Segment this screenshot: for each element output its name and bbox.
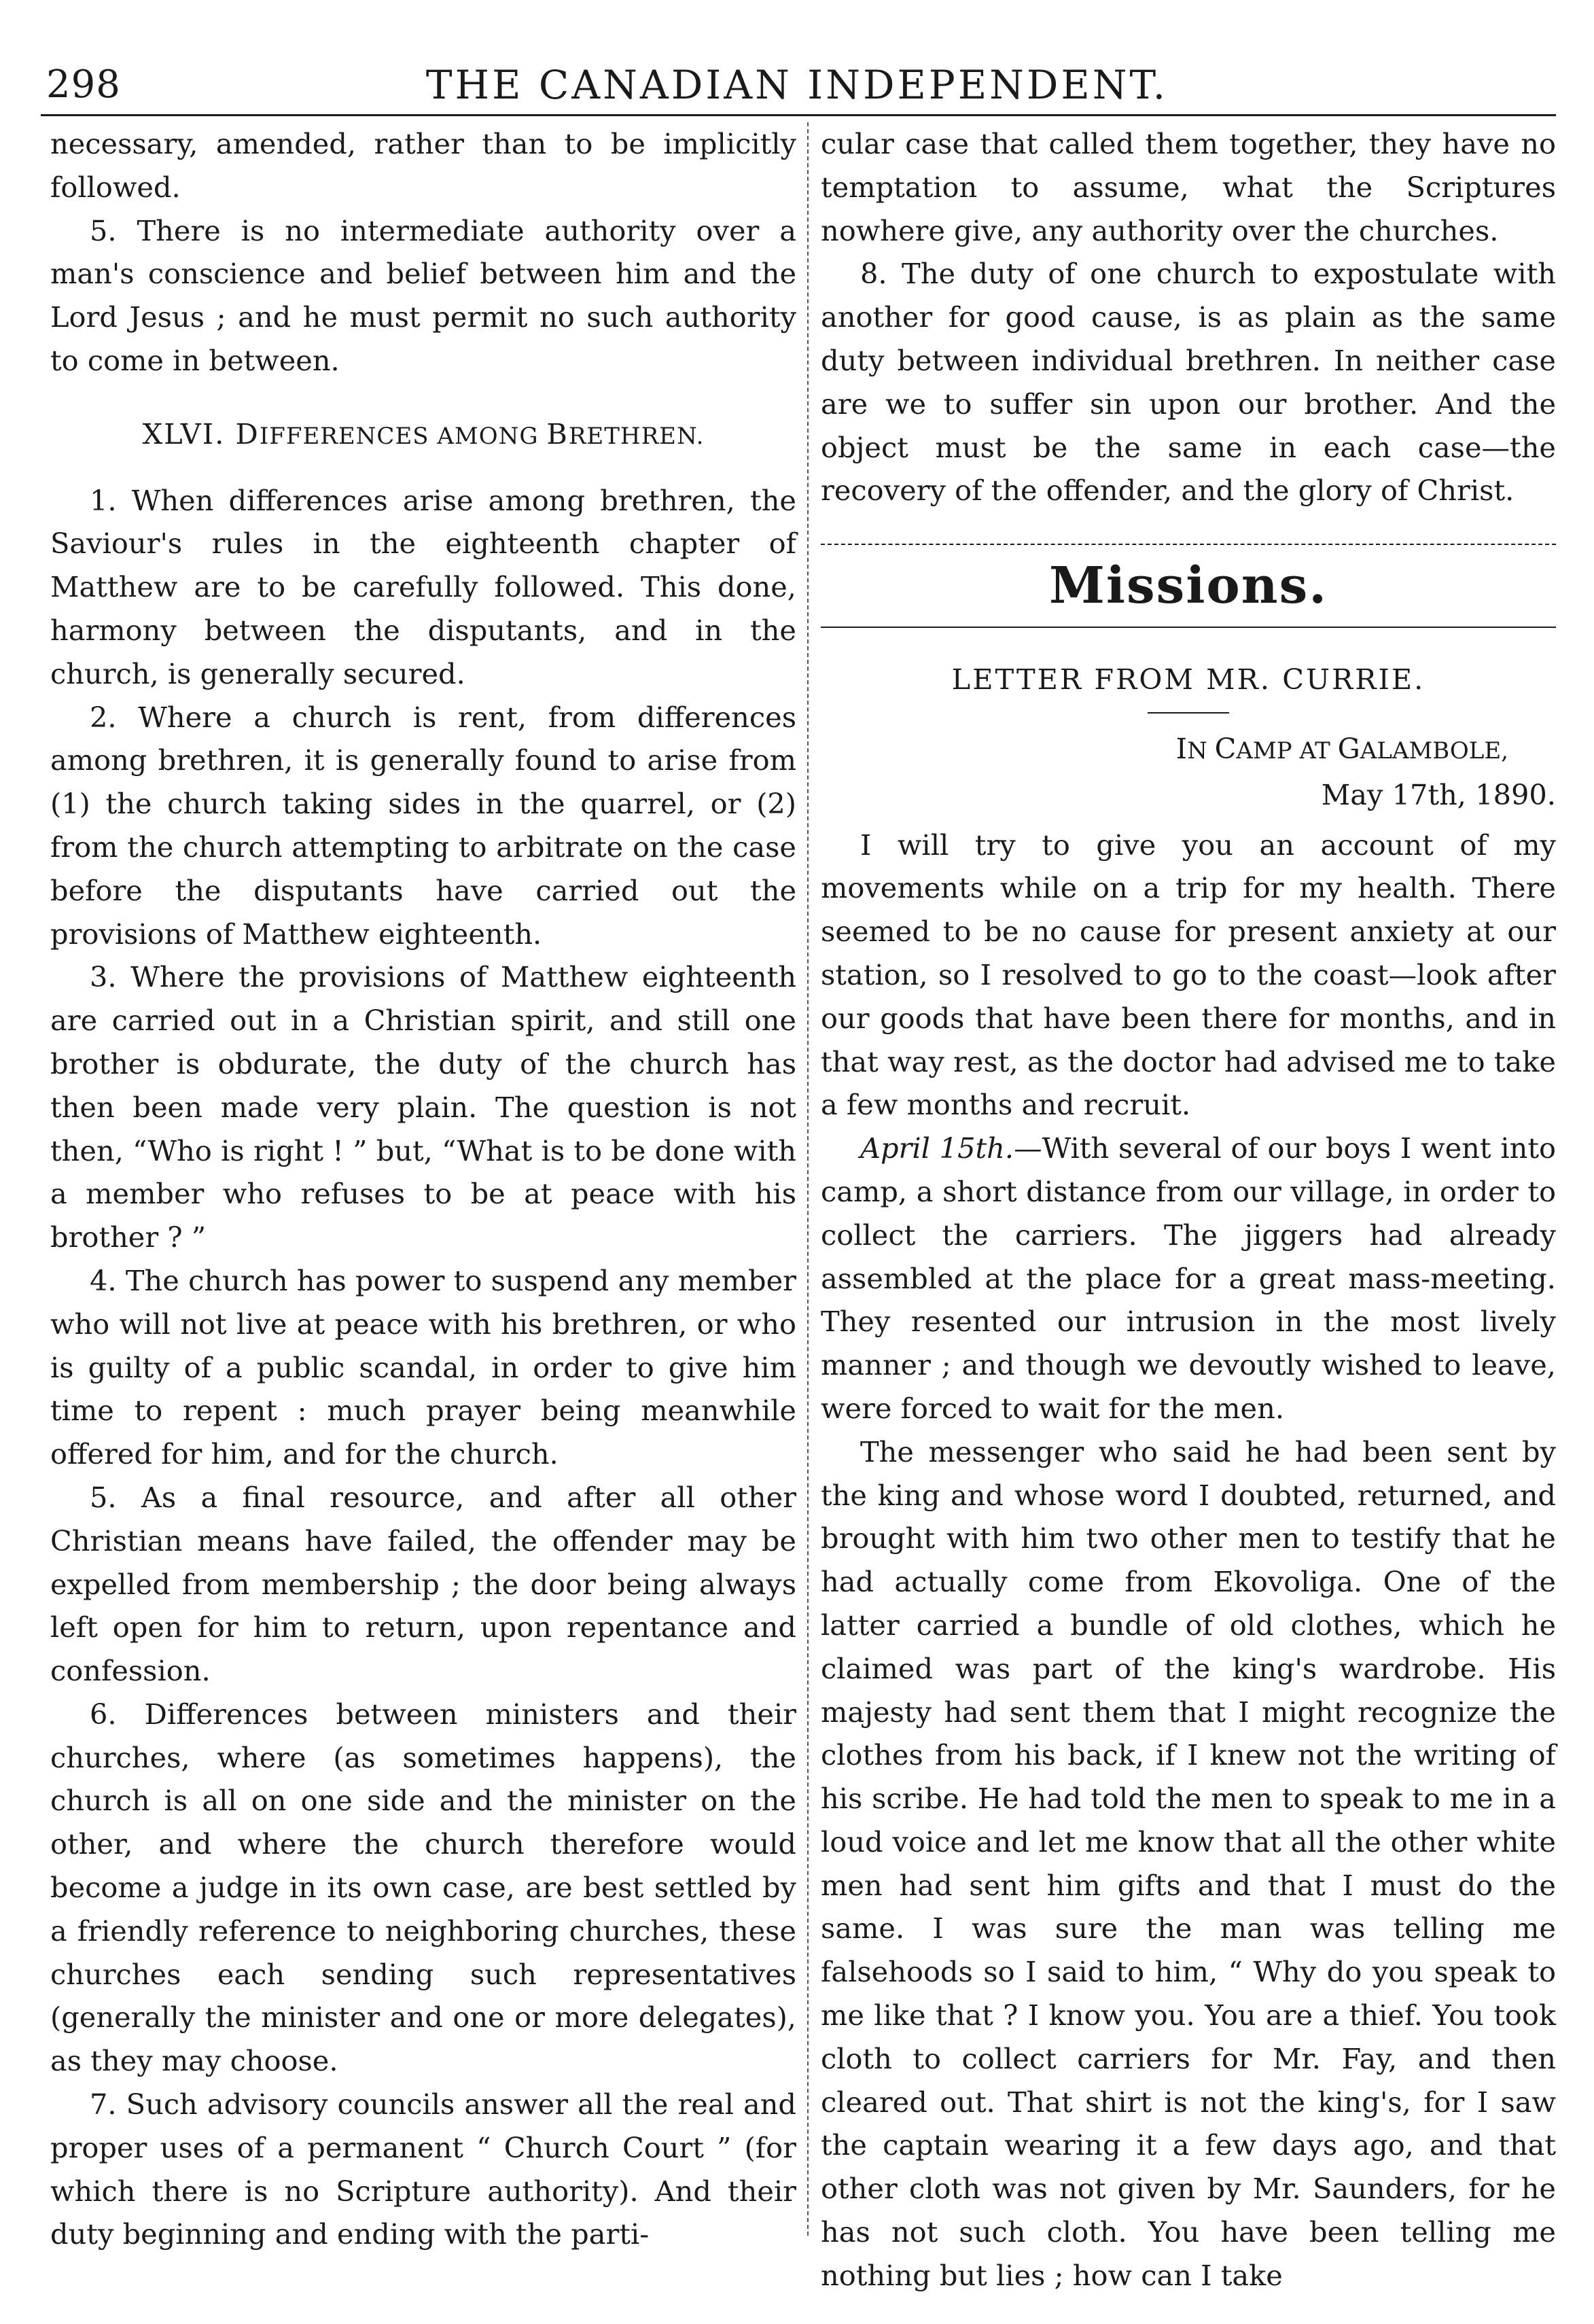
dateline-initial-1: I bbox=[1175, 731, 1188, 765]
dateline-date: May 17th, 1890. bbox=[1321, 777, 1556, 811]
dateline-place bbox=[821, 727, 1556, 773]
continued-text-right: cular case that called them together, they have no temptation to assume, what the Scriptures nowhere give, any authority over the churches. bbox=[821, 127, 1556, 247]
letter-date-april: April 15th.— bbox=[860, 1131, 1042, 1165]
letter-title: LETTER FROM MR. CURRIE. bbox=[951, 663, 1425, 697]
paragraph-8: 8. The duty of one church to expostulate with another for good cause, is as plain as the same duty between individual brethren. In neither case are we to suffer sin upon our brother. And the object must be the same in each case—the recovery of the offender, and the glory of Christ. bbox=[821, 257, 1556, 508]
paragraph-2: 2. Where a church is rent, from differences among brethren, it is generally found to arise from (1) the church taking sides in the quarrel, or (2) from the church attempting to arbitrate on the case before the disputants have carried out the provisions of Matthew eighteenth. bbox=[50, 700, 796, 951]
section-heading bbox=[50, 412, 796, 459]
section-title-initial-2: B bbox=[546, 417, 569, 451]
paragraph-4: 4. The church has power to suspend any member who will not live at peace with his brethren, or who is guilty of a public scandal, in order to give him time to repent : much prayer being meanwhile offered for him, and for the church. bbox=[50, 1263, 796, 1471]
column-divider bbox=[807, 122, 809, 2236]
page-number: 298 bbox=[46, 63, 121, 107]
letter-paragraph-1: I will try to give you an account of my movements while on a trip for my health. There seemed to be no cause for present anxiety at our station, so I resolved to go to the coast—look after our goods that have been there for months, and in that way rest, as the doctor had advised me to take a few months and recruit. bbox=[821, 828, 1556, 1122]
left-column bbox=[50, 122, 796, 2256]
letter-paragraph-2 bbox=[821, 1127, 1556, 1430]
continued-text: necessary, amended, rather than to be implicitly followed. bbox=[50, 127, 796, 204]
section-numeral: XLVI. bbox=[142, 417, 226, 451]
dateline-part-2: AMP AT bbox=[1236, 737, 1338, 764]
letter-paragraph-2-text: With several of our boys I went into camp, a short distance from our village, in order to collect the carriers. The jiggers had already assembled at the place for a great mass-meeting. They resented our intrusion in the most lively manner ; and though we devoutly wished to leave, were forced to wait for the men. bbox=[821, 1131, 1557, 1425]
paragraph-authority: 5. There is no intermediate authority over a man's conscience and belief between him and the Lord Jesus ; and he must permit no such authority to come in between. bbox=[50, 213, 796, 377]
header-rule bbox=[41, 114, 1556, 116]
paragraph-5: 5. As a final resource, and after all other Christian means have failed, the offender may be expelled from membership ; the door being always left open for him to return, upon repentance and confession. bbox=[50, 1480, 796, 1688]
paragraph-7: 7. Such advisory councils answer all the real and proper uses of a permanent “ Church Court ” (for which there is no Scripture authority). And their duty beginning and ending with the parti- bbox=[50, 2088, 796, 2251]
section-title-part-2: RETHREN. bbox=[568, 422, 705, 450]
paragraph-6: 6. Differences between ministers and their churches, where (as sometimes happens), the church is all on one side and the minister on the other, and where the church therefore would become a judge in its own case, are best settled by a friendly reference to neighboring churches, these churches each sending such representatives (generally the minister and one or more delegates), as they may choose. bbox=[50, 1697, 796, 2078]
section-title-initial-1: D bbox=[235, 417, 260, 451]
section-title-part-1: IFFERENCES AMONG bbox=[259, 422, 547, 450]
dateline-initial-2: C bbox=[1214, 731, 1237, 765]
dateline-initial-3: G bbox=[1337, 731, 1360, 765]
running-title: THE CANADIAN INDEPENDENT. bbox=[425, 62, 1169, 108]
dateline-part-1: N bbox=[1187, 737, 1215, 764]
page-header bbox=[46, 54, 1548, 116]
paragraph-3: 3. Where the provisions of Matthew eighteenth are carried out in a Christian spirit, and still one brother is obdurate, the duty of the church has then been made very plain. The question is not then, “Who is right ! ” but, “What is to be done with a member who refuses to be at peace with his brother ? ” bbox=[50, 960, 796, 1254]
section-rule-bottom bbox=[821, 627, 1556, 628]
title-short-rule bbox=[1148, 712, 1229, 714]
right-column bbox=[821, 122, 1556, 2297]
paragraph-1: 1. When differences arise among brethren, the Saviour's rules in the eighteenth chapter of Matthew are to be carefully followed. This done, harmony between the disputants, and in the church, is generally secured. bbox=[50, 483, 796, 690]
dateline-part-3: ALAMBOLE, bbox=[1360, 737, 1508, 764]
missions-heading: Missions. bbox=[1048, 557, 1328, 616]
letter-paragraph-3: The messenger who said he had been sent by the king and whose word I doubted, returned, and brought with him two other men to testify that he had actually come from Ekovoliga. One of the latter carried a bundle of old clothes, which he claimed was part of the king's wardrobe. His majesty had sent them that I might recognize the clothes from his back, if I knew not the writing of his scribe. He had told the men to speak to me in a loud voice and let me know that all the other white men had sent him gifts and that I must do the same. I was sure the man was telling me falsehoods so I said to him, “ Why do you speak to me like that ? I know you. You are a thief. You took cloth to collect carriers for Mr. Fay, and then cleared out. That shirt is not the king's, for I saw the captain wearing it a few days ago, and that other cloth was not given by Mr. Saunders, for he has not such cloth. You have been telling me nothing but lies ; how can I take bbox=[821, 1434, 1556, 2292]
